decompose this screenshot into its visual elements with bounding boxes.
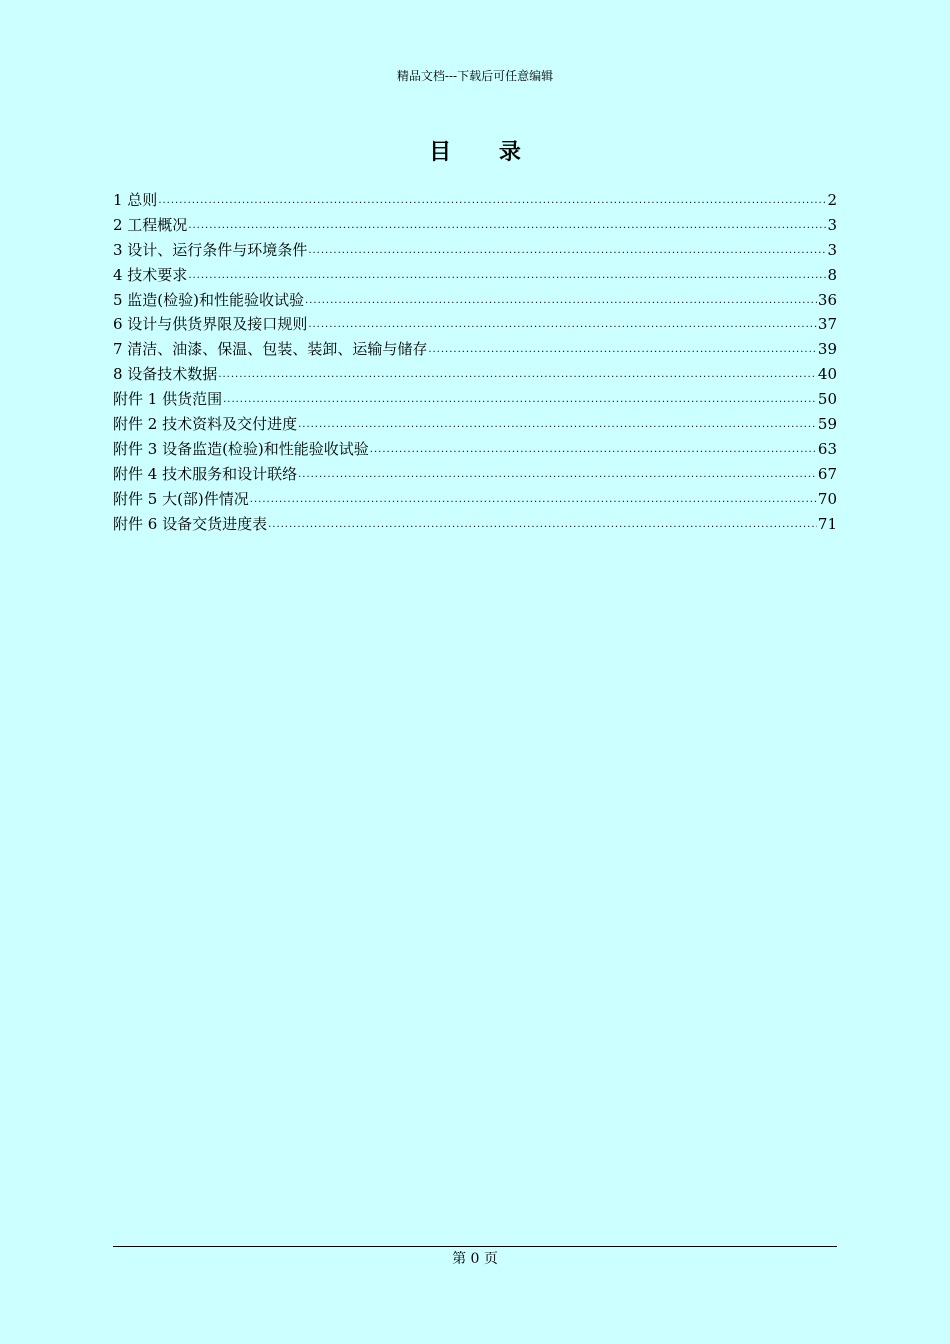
toc-entry[interactable] [113, 512, 837, 537]
toc-dot-leader [223, 388, 817, 413]
toc-entry-page: 67 [817, 464, 837, 483]
toc-entry-page: 8 [827, 265, 837, 284]
toc-dot-leader [308, 239, 826, 264]
toc-entry-page: 70 [817, 489, 837, 508]
toc-entry[interactable] [113, 312, 837, 337]
toc-entry[interactable] [113, 462, 837, 487]
toc-dot-leader [250, 488, 817, 513]
toc-entry-page: 40 [817, 365, 837, 384]
toc-entry-page: 71 [817, 514, 837, 533]
toc-entry-label: 2 工程概况 [113, 215, 188, 234]
header-note: 精品文档---下载后可任意编辑 [396, 69, 554, 83]
toc-entry-label: 6 设计与供货界限及接口规则 [113, 315, 308, 334]
toc-entry[interactable] [113, 362, 837, 387]
toc-title: 目 录 [429, 139, 541, 165]
toc-dot-leader [305, 289, 817, 314]
toc-entry-label: 7 清洁、油漆、保温、包装、装卸、运输与储存 [113, 340, 428, 359]
footer-divider [113, 1246, 837, 1247]
toc-dot-leader [298, 463, 817, 488]
toc-entry[interactable] [113, 263, 837, 288]
toc-entry-page: 37 [817, 315, 837, 334]
toc-entry-label: 4 技术要求 [113, 265, 188, 284]
toc-entry-label: 3 设计、运行条件与环境条件 [113, 240, 308, 259]
toc-dot-leader [188, 264, 826, 289]
toc-entry-page: 39 [817, 340, 837, 359]
toc-dot-leader [188, 214, 826, 239]
toc-dot-leader [428, 338, 817, 363]
toc-entry-label: 5 监造(检验)和性能验收试验 [113, 290, 305, 309]
toc-dot-leader [158, 189, 826, 214]
toc-entry[interactable] [113, 412, 837, 437]
footer-page-number: 第 0 页 [452, 1251, 498, 1267]
toc-entry-label: 1 总则 [113, 191, 158, 209]
toc-entry-label: 附件 5 大(部)件情况 [113, 489, 249, 508]
toc-entry-label: 附件 3 设备监造(检验)和性能验收试验 [113, 439, 369, 458]
toc-entry-page: 63 [817, 439, 837, 458]
toc-entry-label: 附件 6 设备交货进度表 [113, 514, 268, 533]
toc-entry[interactable] [113, 188, 837, 213]
toc-dot-leader [268, 513, 817, 538]
toc-entry[interactable] [113, 337, 837, 362]
toc-entry-page: 36 [817, 290, 837, 309]
toc-entry[interactable] [113, 487, 837, 512]
toc-dot-leader [218, 363, 817, 388]
toc-dot-leader [308, 313, 817, 338]
toc-dot-leader [370, 438, 817, 463]
toc-entry[interactable] [113, 437, 837, 462]
toc-entry-label: 8 设备技术数据 [113, 365, 218, 384]
toc-entry-label: 附件 2 技术资料及交付进度 [113, 415, 298, 434]
toc-entry-page: 50 [817, 390, 837, 409]
toc-entry-page: 3 [827, 215, 837, 234]
toc-entry-page: 59 [817, 415, 837, 434]
toc-entry-page: 2 [827, 191, 837, 209]
toc-entry[interactable] [113, 387, 837, 412]
toc-entry[interactable] [113, 238, 837, 263]
toc-entry[interactable] [113, 288, 837, 313]
toc-entry-label: 附件 4 技术服务和设计联络 [113, 464, 298, 483]
table-of-contents [113, 188, 837, 536]
toc-entry-page: 3 [827, 240, 837, 259]
toc-dot-leader [298, 413, 817, 438]
toc-entry[interactable] [113, 213, 837, 238]
toc-entry-label: 附件 1 供货范围 [113, 390, 223, 409]
